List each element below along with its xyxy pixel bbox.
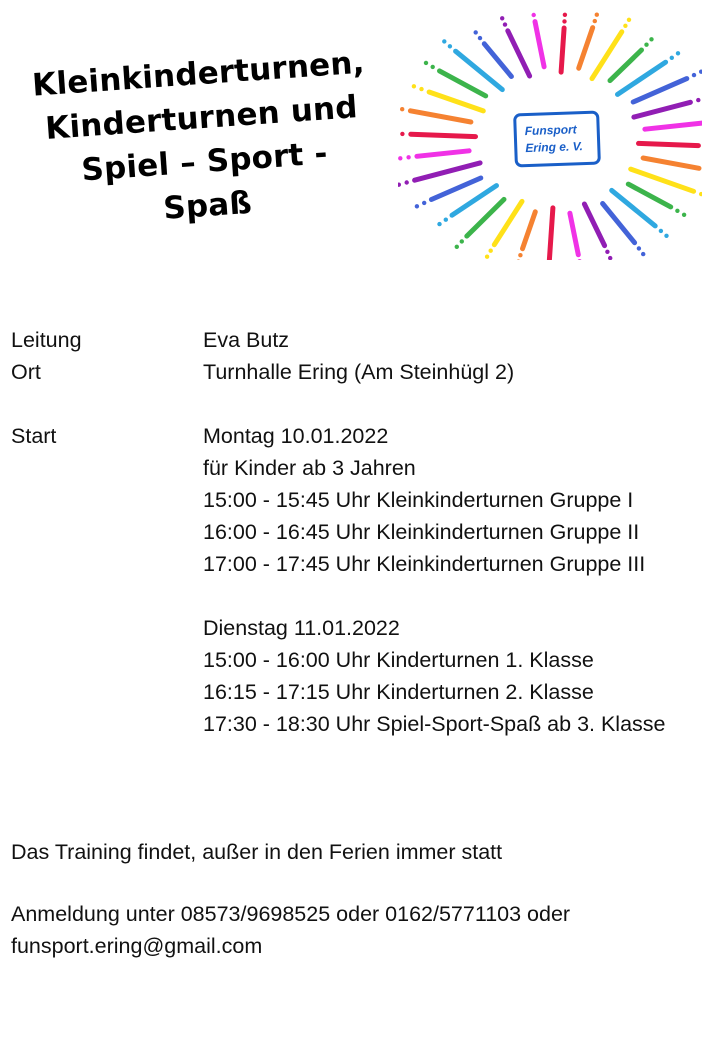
sunburst-ray	[645, 123, 702, 129]
sunburst-dot	[563, 13, 567, 17]
sunburst-dot	[692, 73, 696, 77]
sunburst-dot	[424, 61, 428, 65]
sunburst-ray	[411, 134, 476, 136]
sunburst-dot	[675, 209, 679, 213]
sunburst-ray	[610, 50, 642, 81]
sunburst-ray	[429, 92, 483, 111]
ort-row	[11, 356, 716, 388]
sunburst-dot	[442, 39, 446, 43]
page-title	[2, 39, 403, 242]
sunburst-dot	[448, 44, 452, 48]
sunburst-dot	[518, 253, 522, 257]
sunburst-ray	[584, 204, 604, 246]
sunburst-dot	[623, 24, 627, 28]
tuesday-session: 17:30 - 18:30 Uhr Spiel-Sport-Spaß ab 3. Klasse	[203, 712, 666, 736]
monday-note: für Kinder ab 3 Jahren	[203, 456, 416, 480]
monday-session: 17:00 - 17:45 Uhr Kleinkinderturnen Gruppe III	[203, 552, 646, 576]
sunburst-dot	[412, 84, 416, 88]
registration-line-1: Anmeldung unter 08573/9698525 oder 0162/5771103 oder	[11, 902, 571, 926]
leitung-row	[11, 324, 716, 356]
sunburst-dot	[516, 259, 520, 260]
sunburst-dot	[422, 201, 426, 205]
schedule	[203, 420, 666, 740]
sunburst-dot	[699, 192, 702, 196]
sunburst-ray	[634, 102, 691, 117]
sunburst-ray	[639, 143, 699, 145]
sunburst-dot	[644, 43, 648, 47]
sunburst-dot	[649, 37, 653, 41]
sunburst-dot	[400, 107, 404, 111]
training-note: Das Training findet, außer in den Ferien immer statt	[11, 840, 503, 864]
footer-section	[11, 836, 711, 962]
sunburst-ray	[415, 163, 481, 180]
sunburst-ray	[549, 208, 553, 260]
title-line-2: Kinderturnen und	[44, 89, 359, 147]
sunburst-dot	[444, 218, 448, 222]
sunburst-ray	[410, 111, 471, 122]
sunburst-dot	[664, 234, 668, 238]
sunburst-dot	[562, 19, 566, 23]
tuesday-session: 16:15 - 17:15 Uhr Kinderturnen 2. Klasse	[203, 680, 594, 704]
info-section	[11, 324, 716, 740]
leitung-value: Eva Butz	[203, 328, 290, 352]
sunburst-dot	[532, 13, 536, 17]
sunburst-dot	[474, 30, 478, 34]
sunburst-dot	[659, 229, 663, 233]
tuesday-date: Dienstag 11.01.2022	[203, 616, 400, 640]
title-line-1: Kleinkinderturnen,	[31, 44, 366, 104]
sunburst-dot	[641, 252, 645, 256]
sunburst-ray	[633, 79, 687, 102]
sunburst-ray	[440, 71, 486, 96]
sunburst-ray	[417, 151, 469, 157]
sunburst-ray	[523, 212, 536, 249]
sunburst-dot	[593, 19, 597, 23]
logo-badge	[513, 111, 601, 168]
funsport-logo	[398, 12, 702, 260]
logo-text-line-2: Ering e. V.	[525, 139, 584, 156]
sunburst-dot	[455, 245, 459, 249]
sunburst-dot	[398, 156, 402, 160]
sunburst-ray	[561, 28, 564, 72]
leitung-label: Leitung	[11, 328, 82, 352]
sunburst-dot	[595, 13, 599, 17]
sunburst-dot	[419, 87, 423, 91]
sunburst-dot	[605, 250, 609, 254]
sunburst-dot	[670, 56, 674, 60]
sunburst-dot	[637, 246, 641, 250]
registration-email: funsport.ering@gmail.com	[11, 934, 263, 958]
title-line-4: Spaß	[162, 184, 254, 227]
sunburst-dot	[398, 183, 401, 187]
sunburst-dot	[608, 256, 612, 260]
sunburst-dot	[460, 239, 464, 243]
sunburst-dot	[699, 70, 702, 74]
sunburst-dot	[400, 132, 404, 136]
sunburst-dot	[682, 213, 686, 217]
sunburst-dot	[503, 22, 507, 26]
start-label: Start	[11, 424, 57, 448]
sunburst-dot	[478, 36, 482, 40]
sunburst-ray	[603, 204, 635, 243]
logo-text-line-1: Funsport	[524, 122, 577, 139]
sunburst-dot	[696, 98, 700, 102]
ort-value: Turnhalle Ering (Am Steinhügl 2)	[203, 360, 515, 384]
sunburst-ray	[484, 44, 511, 77]
monday-session: 15:00 - 15:45 Uhr Kleinkinderturnen Gruppe I	[203, 488, 634, 512]
sunburst-ray	[570, 213, 578, 255]
sunburst-dot	[500, 16, 504, 20]
monday-session: 16:00 - 16:45 Uhr Kleinkinderturnen Gruppe II	[203, 520, 640, 544]
sunburst-dot	[406, 155, 410, 159]
start-row	[11, 420, 716, 740]
sunburst-ray	[643, 158, 699, 168]
sunburst-ray	[467, 199, 504, 236]
sunburst-dot	[577, 259, 581, 260]
sunburst-ray	[628, 184, 670, 207]
sunburst-dot	[415, 204, 419, 208]
monday-date: Montag 10.01.2022	[203, 424, 389, 448]
tuesday-session: 15:00 - 16:00 Uhr Kinderturnen 1. Klasse	[203, 648, 594, 672]
sunburst-dot	[485, 255, 489, 259]
sunburst-ray	[579, 28, 593, 69]
sunburst-ray	[431, 178, 480, 200]
sunburst-ray	[508, 31, 530, 76]
sunburst-dot	[431, 65, 435, 69]
sunburst-dot	[489, 249, 493, 253]
sunburst-dot	[437, 222, 441, 226]
sunburst-ray	[535, 22, 544, 67]
sunburst-dot	[627, 18, 631, 22]
title-line-3: Spiel – Sport -	[80, 135, 329, 189]
sunburst-dot	[405, 180, 409, 184]
sunburst-dot	[676, 51, 680, 55]
ort-label: Ort	[11, 360, 41, 384]
